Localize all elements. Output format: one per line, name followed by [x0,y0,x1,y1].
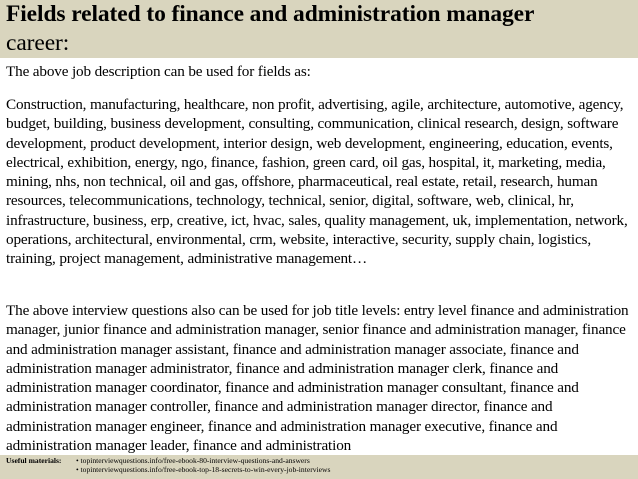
footer [0,455,638,479]
footer-link[interactable]: • topinterviewquestions.info/free-ebook-top-18-secrets-to-win-every-job-interviews [76,465,331,474]
slide-title [6,0,632,58]
footer-link[interactable]: • topinterviewquestions.info/free-ebook-80-interview-questions-and-answers [76,456,310,465]
footer-label: Useful materials: [6,456,62,465]
title-tail: career: [6,30,70,56]
job-levels-text: The above interview questions also can be used for job title levels: entry level finance and administration manager, junior finance and administration manager, senior finance and administration manager, finance and administration manager assistant, finance and administration manager associate, finance and administration manager administrator, finance and administration manager clerk, finance and administration manager coordinator, finance and administration manager consultant, finance and administration manager controller, finance and administration manager director, finance and administration manager engineer, finance and administration manager executive, finance and administration manager leader, finance and administration [6,302,629,455]
intro-text: The above job description can be used for fields as: [6,63,311,80]
fields-list: Construction, manufacturing, healthcare, non profit, advertising, agile, architecture, automotive, agency, budget, building, business development, consulting, communication, clinical research, design, software development, product development, interior design, web development, engineering, education, events, electrical, exhibition, energy, ngo, finance, fashion, green card, oil gas, hospital, it, marketing, media, mining, nhs, non technical, oil and gas, offshore, pharmaceutical, real estate, retail, research, human resources, telecommunications, technology, technical, senior, digital, software, web, clinical, hr, infrastructure, business, erp, creative, ict, hvac, sales, quality management, uk, implementation, network, operations, architectural, environmental, crm, website, interactive, security, supply chain, logistics, training, project management, administrative management… [6,96,628,268]
title-main: Fields related to finance and administration manager [6,1,535,27]
footer-links [76,456,330,474]
